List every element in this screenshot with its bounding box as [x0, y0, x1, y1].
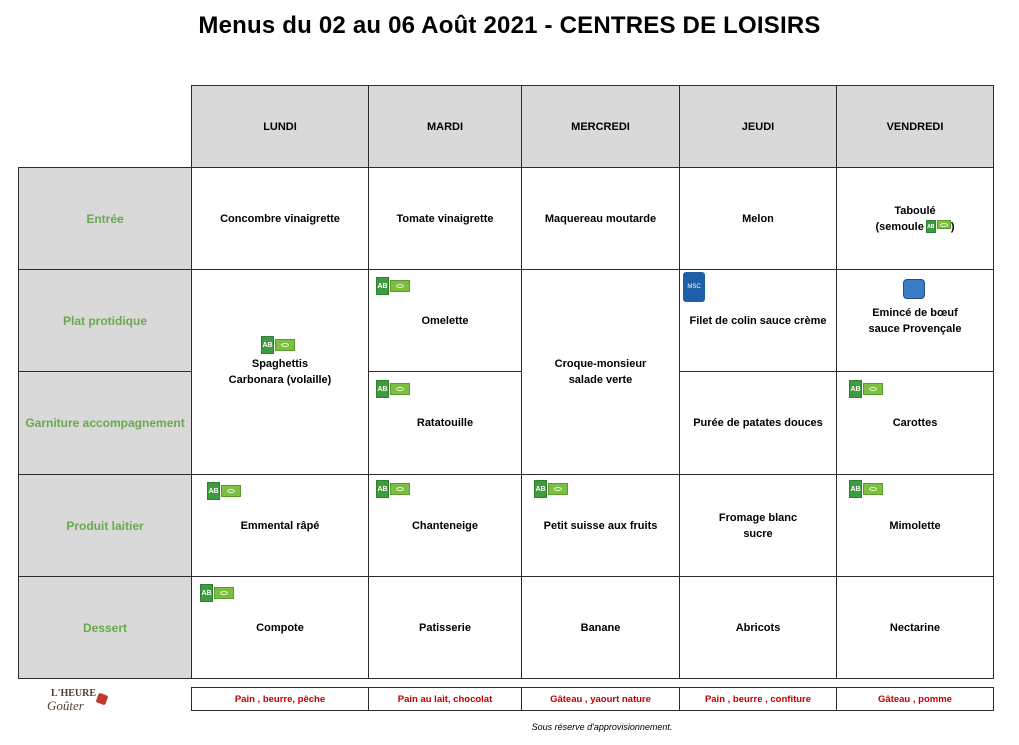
gouter-mardi: Pain au lait, chocolat [368, 687, 522, 711]
header-mardi: MARDI [368, 85, 522, 168]
dessert-mercredi: Banane [521, 576, 680, 679]
dessert-lundi: Compote [191, 576, 369, 679]
laitier-jeudi [679, 474, 837, 577]
logo-line1: L'HEURE [51, 688, 97, 699]
eu-organic-leaf-icon [221, 485, 241, 497]
header-vendredi: VENDREDI [836, 85, 994, 168]
plat-mercredi-line1: Croque-monsieur [554, 358, 647, 370]
entree-mardi: Tomate vinaigrette [368, 167, 522, 270]
organic-label-icon [200, 584, 234, 602]
ab-icon: AB [261, 336, 274, 354]
entree-jeudi: Melon [679, 167, 837, 270]
supply-note: Sous réserve d'approvisionnement. [531, 722, 673, 732]
row-label-plat: Plat protidique [18, 269, 192, 372]
ab-icon: AB [376, 480, 389, 498]
ab-icon: AB [376, 380, 389, 398]
row-label-garniture: Garniture accompagnement [18, 371, 192, 475]
row-label-dessert: Dessert [18, 576, 192, 679]
laitier-mardi: Chanteneige [368, 474, 522, 577]
entree-vendredi-line2b: ) [950, 220, 955, 233]
row-label-laitier: Produit laitier [18, 474, 192, 577]
eu-organic-leaf-icon [863, 383, 883, 395]
entree-vendredi-line2a: (semoule [875, 220, 924, 233]
garniture-jeudi: Purée de patates douces [679, 371, 837, 475]
header-jeudi: JEUDI [679, 85, 837, 168]
plat-mardi: Omelette [368, 269, 522, 372]
gouter-jeudi: Pain , beurre , confiture [679, 687, 837, 711]
laitier-mercredi: Petit suisse aux fruits [521, 474, 680, 577]
eu-organic-leaf-icon [275, 339, 295, 351]
plat-mercredi-line2: salade verte [568, 374, 633, 386]
header-lundi: LUNDI [191, 85, 369, 168]
ab-icon: AB [376, 277, 389, 295]
entree-lundi: Concombre vinaigrette [191, 167, 369, 270]
eu-organic-leaf-icon [390, 483, 410, 495]
gouter-vendredi: Gâteau , pomme [836, 687, 994, 711]
dessert-jeudi: Abricots [679, 576, 837, 679]
ab-icon: AB [207, 482, 220, 500]
row-label-entree: Entrée [18, 167, 192, 270]
organic-label-icon [849, 480, 883, 498]
vbf-label-icon [903, 279, 925, 299]
entree-vendredi [836, 167, 994, 270]
plat-vendredi-line1: Emincé de bœuf [872, 306, 958, 319]
dessert-vendredi: Nectarine [836, 576, 994, 679]
logo-mark-icon [96, 693, 109, 706]
plat-mercredi [521, 269, 680, 475]
laitier-jeudi-line2: sucre [743, 527, 773, 540]
organic-label-icon [534, 480, 568, 498]
organic-label-icon [376, 277, 410, 295]
organic-label-icon [849, 380, 883, 398]
garniture-mardi: Ratatouille [368, 371, 522, 475]
eu-organic-leaf-icon [863, 483, 883, 495]
laitier-lundi: Emmental râpé [191, 474, 369, 577]
header-mercredi: MERCREDI [521, 85, 680, 168]
ab-icon: AB [926, 220, 936, 233]
organic-label-icon [207, 482, 241, 500]
page-title: Menus du 02 au 06 Août 2021 - CENTRES DE LOISIRS [198, 12, 821, 39]
entree-vendredi-line2 [876, 219, 955, 235]
eu-organic-leaf-icon [390, 280, 410, 292]
eu-organic-leaf-icon [214, 587, 234, 599]
plat-lundi [191, 269, 369, 475]
gouter-mercredi: Gâteau , yaourt nature [521, 687, 680, 711]
plat-lundi-line1: Spaghettis [251, 358, 309, 370]
organic-label-icon [926, 220, 951, 233]
plat-jeudi: Filet de colin sauce crème [679, 269, 837, 372]
eu-organic-leaf-icon [548, 483, 568, 495]
ab-icon: AB [849, 480, 862, 498]
dessert-mardi: Patisserie [368, 576, 522, 679]
ab-icon: AB [534, 480, 547, 498]
eu-organic-leaf-icon [937, 220, 951, 229]
organic-label-icon [376, 480, 410, 498]
entree-mercredi: Maquereau moutarde [521, 167, 680, 270]
organic-label-icon [376, 380, 410, 398]
ab-icon: AB [849, 380, 862, 398]
laitier-vendredi: Mimolette [836, 474, 994, 577]
plat-lundi-line2: Carbonara (volaille) [228, 374, 332, 386]
logo-line2: Goûter [47, 698, 84, 713]
ab-icon: AB [200, 584, 213, 602]
heure-du-gouter-logo [45, 688, 111, 716]
laitier-jeudi-line1: Fromage blanc [718, 511, 798, 524]
organic-label-icon [261, 336, 295, 354]
eu-organic-leaf-icon [390, 383, 410, 395]
entree-vendredi-line1: Taboulé [894, 204, 936, 217]
garniture-vendredi: Carottes [836, 371, 994, 475]
gouter-lundi: Pain , beurre, pêche [191, 687, 369, 711]
plat-vendredi-line2: sauce Provençale [868, 322, 962, 335]
msc-label-icon: MSC [683, 272, 705, 302]
